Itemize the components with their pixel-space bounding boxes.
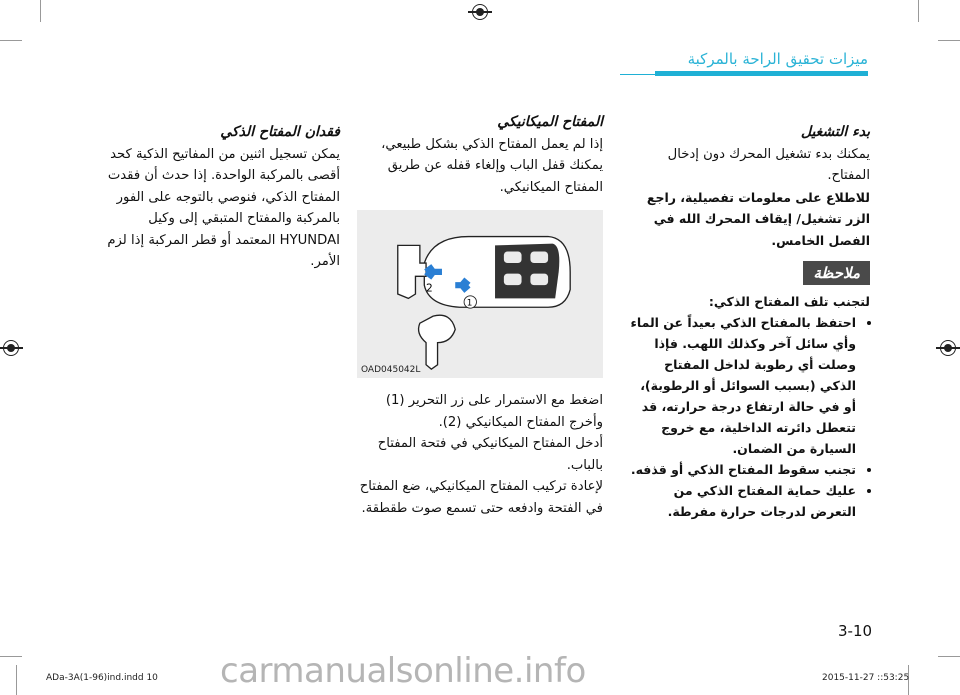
lost-key-body: يمكن تسجيل اثنين من المفاتيح الذكية كحد أقصى بالمركبة الواحدة. إذا حدث أن فقدت المفتاح الذكي، فنوصي بالتوجه على الفور بالمركبة والمفتاح المتبقي إلى وكيل HYUNDAI المعتمد أو قطر المركبة إذا لزم الأمر. xyxy=(107,146,340,269)
step: اضغط مع الاستمرار على زر التحرير (1) وأخرج المفتاح الميكانيكي (2). xyxy=(385,393,603,430)
step: أدخل المفتاح الميكانيكي في فتحة المفتاح بالباب. xyxy=(377,436,603,473)
footer-date: 2015-11-27 ::53:25 xyxy=(822,673,910,683)
registration-mark-icon xyxy=(3,340,19,356)
callout-2: 2 xyxy=(426,281,433,295)
note-item: • تجنب سقوط المفتاح الذكي أو قذفه. xyxy=(628,459,856,480)
smart-key-illustration xyxy=(357,210,603,378)
mechanical-key-column xyxy=(357,112,603,198)
lost-key-heading: فقدان المفتاح الذكي xyxy=(220,124,340,140)
section-title: ميزات تحقيق الراحة بالمركبة xyxy=(687,50,868,68)
mechanical-key-heading: المفتاح الميكانيكي xyxy=(497,114,603,130)
footer-filename: ADa-3A(1-96)ind.indd 10 xyxy=(46,673,158,683)
engine-start-body: يمكنك بدء تشغيل المحرك دون إدخال المفتاح. xyxy=(667,146,870,183)
engine-start-column xyxy=(628,122,870,522)
step: لإعادة تركيب المفتاح الميكانيكي، ضع المفتاح في الفتحة وادفعه حتى تسمع صوت طقطقة. xyxy=(359,479,603,516)
watermark: carmanualsonline.info xyxy=(220,651,586,691)
crop-mark xyxy=(16,665,17,695)
page-number: 3-10 xyxy=(838,622,873,640)
crop-mark xyxy=(918,0,919,22)
crop-mark xyxy=(0,40,22,41)
note-item: • عليك حماية المفتاح الذكي من التعرض لدرجات حرارة مفرطة. xyxy=(628,480,856,522)
engine-start-heading: بدء التشغيل xyxy=(800,124,870,140)
crop-mark xyxy=(938,656,960,657)
crop-mark xyxy=(938,40,960,41)
mechanical-key-steps xyxy=(357,390,603,519)
note-title: ملاحظة xyxy=(803,261,870,285)
note-list xyxy=(628,312,870,522)
engine-start-ref: للاطلاع على معلومات تفصيلية، راجع الزر تشغيل/ إيقاف المحرك الله في الفصل الخامس. xyxy=(646,189,870,248)
callout-1: 1 xyxy=(466,298,473,309)
mechanical-key-body: إذا لم يعمل المفتاح الذكي بشكل طبيعي، يمكنك قفل الباب وإلغاء قفله عن طريق المفتاح الميكانيكي. xyxy=(381,136,603,195)
figure-label: OAD045042L xyxy=(361,365,421,375)
note-item: • احتفظ بالمفتاح الذكي بعيداً عن الماء وأي سائل آخر وكذلك اللهب. فإذا وصلت أي رطوبة لداخل المفتاح الذكي (بسبب السوائل أو الرطوبة)، أو في حالة ارتفاع درجة حرارته، قد تتعطل دائرته الداخلية، مع خروج السيارة من الضمان. xyxy=(628,312,856,459)
smart-key-figure xyxy=(357,210,603,378)
registration-mark-icon xyxy=(472,4,488,20)
registration-mark-icon xyxy=(940,340,956,356)
note-intro: لتجنب تلف المفتاح الذكي: xyxy=(708,294,870,309)
crop-mark xyxy=(40,0,41,22)
header-bar xyxy=(655,71,868,76)
crop-mark xyxy=(0,656,22,657)
lost-key-column xyxy=(85,122,340,273)
